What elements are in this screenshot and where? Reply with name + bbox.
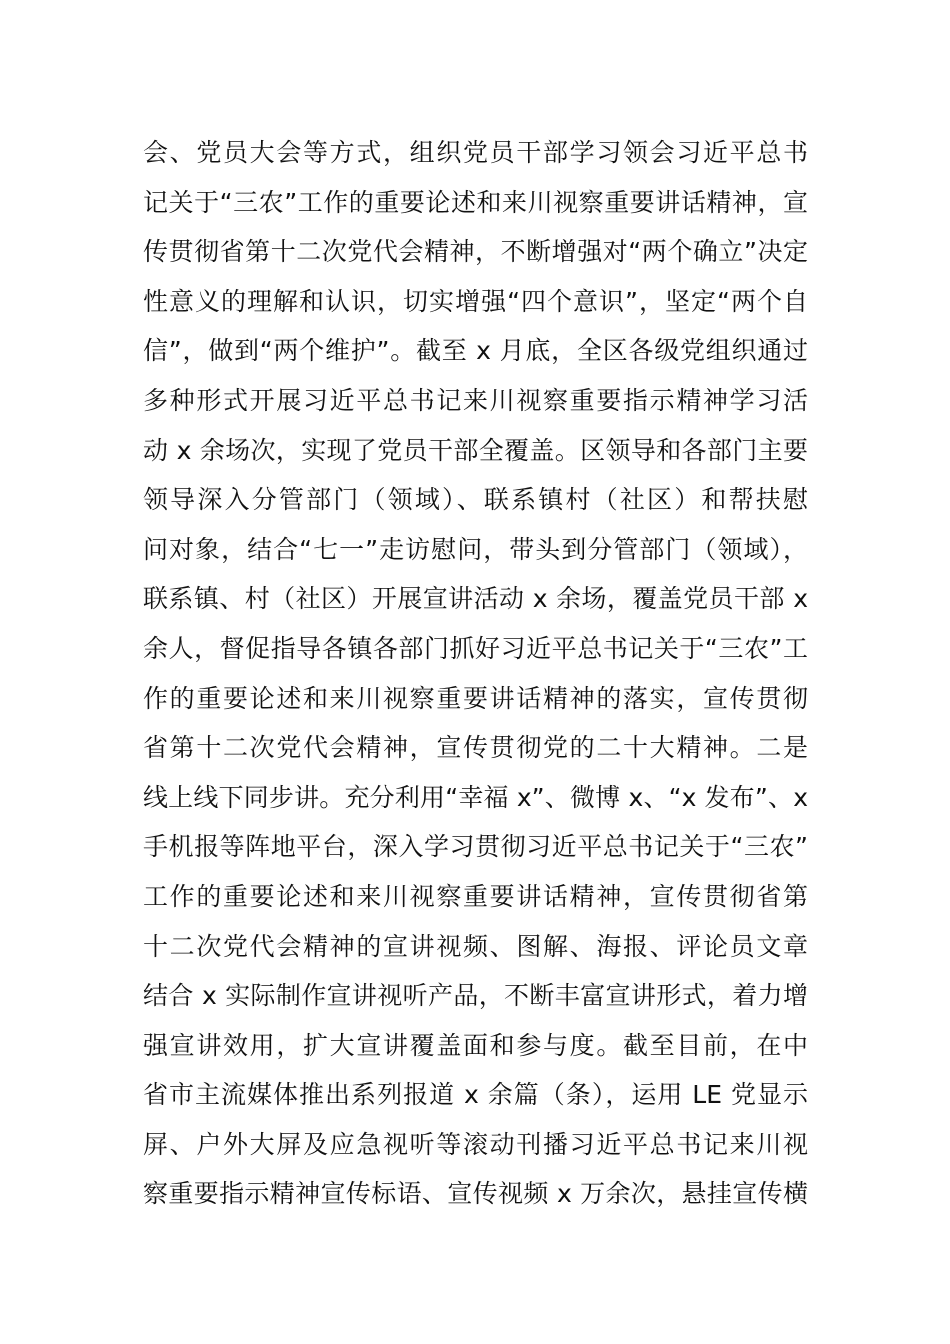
text-line: 领导深入分管部门（领域）、联系镇村（社区）和帮扶慰 [143, 485, 808, 515]
text-line: 省市主流媒体推出系列报道 x 余篇（条），运用 LE 党显示 [143, 1080, 808, 1110]
text-line: 屏、户外大屏及应急视听等滚动刊播习近平总书记来川视 [143, 1129, 808, 1159]
text-line: 省第十二次党代会精神，宣传贯彻党的二十大精神。二是 [143, 733, 808, 763]
text-line: 信”，做到“两个维护”。截至 x 月底，全区各级党组织通过 [143, 336, 808, 366]
text-line: 手机报等阵地平台，深入学习贯彻习近平总书记关于“三农” [143, 832, 808, 862]
text-line: 多种形式开展习近平总书记来川视察重要指示精神学习活 [143, 385, 808, 415]
text-line: 联系镇、村（社区）开展宣讲活动 x 余场，覆盖党员干部 x [143, 584, 808, 614]
text-line: 察重要指示精神宣传标语、宣传视频 x 万余次，悬挂宣传横 [143, 1179, 808, 1209]
text-line: 性意义的理解和认识，切实增强“四个意识”，坚定“两个自 [143, 286, 808, 316]
text-line: 强宣讲效用，扩大宣讲覆盖面和参与度。截至目前，在中 [143, 1030, 808, 1060]
text-line: 传贯彻省第十二次党代会精神，不断增强对“两个确立”决定 [143, 237, 808, 267]
text-line: 线上线下同步讲。充分利用“幸福 x”、微博 x、“x 发布”、x [143, 782, 808, 812]
text-line: 余人，督促指导各镇各部门抓好习近平总书记关于“三农”工 [143, 633, 808, 663]
document-body [143, 128, 808, 1219]
text-line: 工作的重要论述和来川视察重要讲话精神，宣传贯彻省第 [143, 881, 808, 911]
text-line: 问对象，结合“七一”走访慰问，带头到分管部门（领域）， [143, 534, 808, 564]
text-line: 结合 x 实际制作宣讲视听产品，不断丰富宣讲形式，着力增 [143, 981, 808, 1011]
text-line: 动 x 余场次，实现了党员干部全覆盖。区领导和各部门主要 [143, 435, 808, 465]
text-line: 作的重要论述和来川视察重要讲话精神的落实，宣传贯彻 [143, 683, 808, 713]
text-line: 记关于“三农”工作的重要论述和来川视察重要讲话精神，宣 [143, 187, 808, 217]
text-line: 会、党员大会等方式，组织党员干部学习领会习近平总书 [143, 138, 808, 167]
text-line: 十二次党代会精神的宣讲视频、图解、海报、评论员文章 [143, 931, 808, 961]
